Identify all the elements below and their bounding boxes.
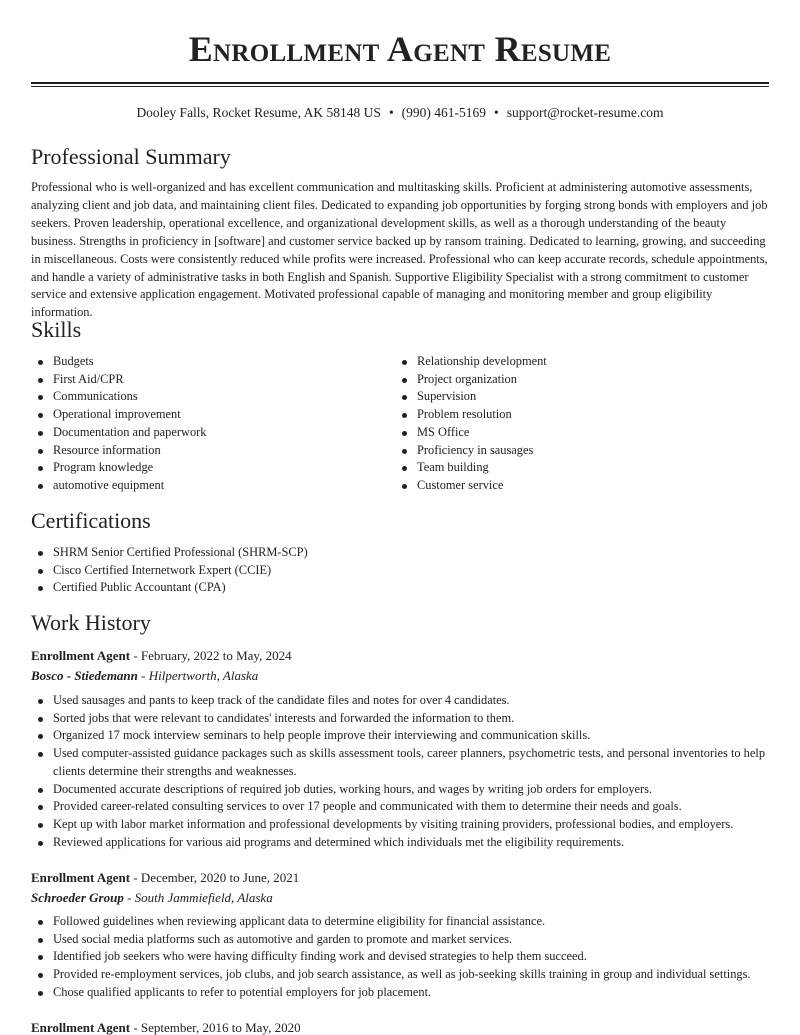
job-duty-item: Followed guidelines when reviewing applicant data to determine eligibility for financial assistance.	[31, 913, 769, 931]
job-title-line	[31, 646, 769, 665]
job-company-line	[31, 888, 769, 907]
job-company: Bosco - Stiedemann	[31, 668, 138, 683]
contact-separator: •	[494, 105, 499, 120]
skill-item: Relationship development	[395, 353, 769, 371]
skill-item: Operational improvement	[31, 406, 391, 424]
job-duty-item: Reviewed applications for various aid programs and determined which individuals met the eligibility requirements.	[31, 834, 769, 852]
job-dates: - September, 2016 to May, 2020	[130, 1020, 301, 1035]
job-duty-item: Used social media platforms such as automotive and garden to promote and market services.	[31, 931, 769, 949]
job-duty-item: Provided career-related consulting services to over 17 people and communicated with them to determine their needs and goals.	[31, 798, 769, 816]
skill-item: Documentation and paperwork	[31, 424, 391, 442]
contact-separator: •	[388, 105, 394, 120]
job-duty-item: Kept up with labor market information and professional developments by visiting training providers, professional bodies, and employers.	[31, 816, 769, 834]
skill-item: automotive equipment	[31, 477, 391, 495]
skill-item: Problem resolution	[395, 406, 769, 424]
job-duty-item: Identified job seekers who were having difficulty finding work and devised strategies to help them succeed.	[31, 948, 769, 966]
title-rule-thin	[31, 86, 769, 87]
work-history-heading: Work History	[31, 610, 151, 635]
contact-phone: (990) 461-5169	[401, 105, 487, 120]
job-dates: - December, 2020 to June, 2021	[130, 870, 300, 885]
job-dates: - February, 2022 to May, 2024	[130, 648, 292, 663]
contact-address: Dooley Falls, Rocket Resume, AK 58148 US	[136, 105, 381, 120]
contact-email: support@rocket-resume.com	[506, 105, 664, 120]
certification-item: Certified Public Accountant (CPA)	[31, 579, 769, 597]
job-duties-list	[31, 692, 769, 851]
skill-item: Team building	[395, 459, 769, 477]
skill-item: Supervision	[395, 388, 769, 406]
job-duties-list	[31, 913, 769, 1002]
skill-item: Communications	[31, 388, 391, 406]
job-title: Enrollment Agent	[31, 1020, 131, 1035]
skills-list-right	[395, 353, 769, 495]
job-company-line	[31, 666, 769, 685]
certifications-list	[31, 544, 769, 597]
summary-heading: Professional Summary	[31, 144, 231, 169]
certification-item: SHRM Senior Certified Professional (SHRM-SCP)	[31, 544, 769, 562]
job-location: - Hilpertworth, Alaska	[137, 668, 259, 683]
job-title-line	[31, 1018, 769, 1035]
skill-item: MS Office	[395, 424, 769, 442]
skill-item: Proficiency in sausages	[395, 442, 769, 460]
skill-item: Customer service	[395, 477, 769, 495]
certifications-heading: Certifications	[31, 508, 151, 533]
job-duty-item: Used sausages and pants to keep track of the candidate files and notes for over 4 candidates.	[31, 692, 769, 710]
job-duty-item: Used computer-assisted guidance packages such as skills assessment tools, career planners, psychometric tests, and personal inventories to help clients determine their strengths and weaknesses.	[31, 745, 769, 780]
skill-item: Project organization	[395, 371, 769, 389]
job-company: Schroeder Group	[31, 890, 124, 905]
skills-list-left	[31, 353, 391, 495]
job-location: - South Jammiefield, Alaska	[123, 890, 273, 905]
skills-heading: Skills	[31, 317, 82, 342]
skill-item: Resource information	[31, 442, 391, 460]
job-title: Enrollment Agent	[31, 648, 131, 663]
job-duty-item: Sorted jobs that were relevant to candidates' interests and forwarded the information to them.	[31, 710, 769, 728]
job-duty-item: Documented accurate descriptions of required job duties, working hours, and wages by writing job orders for employers.	[31, 781, 769, 799]
job-duty-item: Chose qualified applicants to refer to potential employers for job placement.	[31, 984, 769, 1002]
job-duty-item: Provided re-employment services, job clubs, and job search assistance, as well as job-seeking skills training in group and individual settings.	[31, 966, 769, 984]
contact-line	[31, 104, 769, 122]
job-title-line	[31, 868, 769, 887]
resume-title: Enrollment Agent Resume	[188, 29, 612, 69]
job-duty-item: Organized 17 mock interview seminars to help people improve their interviewing and communication skills.	[31, 727, 769, 745]
skill-item: Program knowledge	[31, 459, 391, 477]
title-rule-thick	[31, 82, 769, 84]
certification-item: Cisco Certified Internetwork Expert (CCIE)	[31, 562, 769, 580]
summary-text: Professional who is well-organized and has excellent communication and multitasking skills. Proficient at administering automotive assessments, analyzing client and job data, and maintaining client files. Dedicated to expanding job opportunities by forging strong bonds with employers and job seekers. Proven leadership, operational excellence, and organizational development skills, as well as a thorough understanding of the beauty business. Strengths in proficiency in [software] and customer service backed up by ransom training. Dedicated to learning, growing, and succeeding in miscellaneous. Costs were consistently reduced while profits were increased. Professional who can keep accurate records, schedule appointments, and handle a variety of administrative tasks in both English and Spanish. Supportive Eligibility Specialist with a strong commitment to customer service and extensive application engagement. Motivated professional capable of managing and monitoring member and group eligibility information.	[31, 180, 768, 320]
job-title: Enrollment Agent	[31, 870, 131, 885]
skill-item: First Aid/CPR	[31, 371, 391, 389]
skill-item: Budgets	[31, 353, 391, 371]
